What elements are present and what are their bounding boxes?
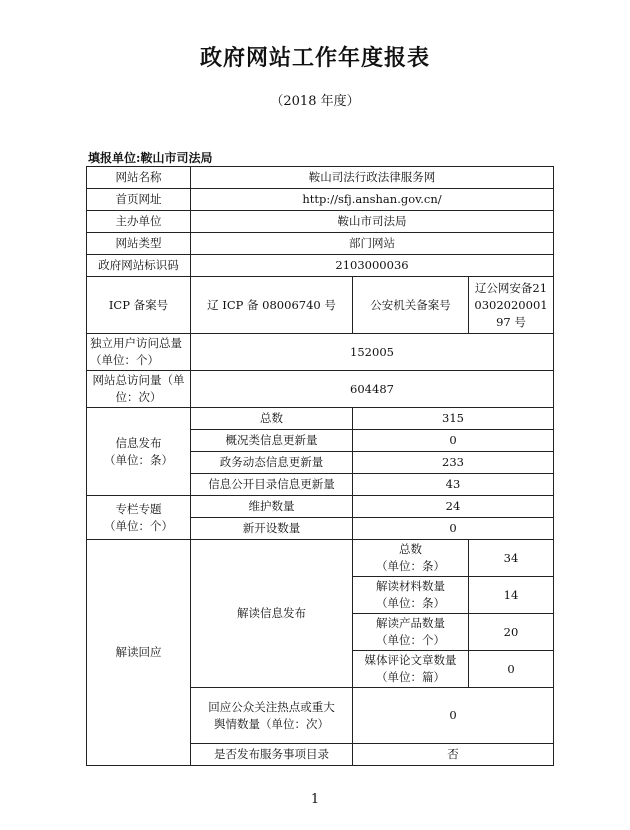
- police-record-value: 辽公网安备21030202000197 号: [469, 277, 554, 334]
- unique-visits-value: 152005: [191, 334, 554, 371]
- interpret-material-value: 14: [469, 577, 554, 614]
- special-new-label: 新开设数量: [191, 518, 353, 540]
- info-publish-label: [87, 408, 191, 496]
- special-title: 专栏专题: [115, 501, 162, 516]
- table-row: [87, 233, 554, 255]
- report-year: （2018 年度）: [270, 94, 360, 109]
- site-name-value: 鞍山司法行政法律服务网: [191, 167, 554, 189]
- info-publish-title: 信息发布: [115, 435, 162, 450]
- interpret-response-value: 0: [353, 688, 554, 744]
- interpret-product-label: [353, 614, 469, 651]
- special-maintain-value: 24: [353, 496, 554, 518]
- info-total-value: 315: [353, 408, 554, 430]
- interpret-material-label: [353, 577, 469, 614]
- icp-value: 辽 ICP 备 08006740 号: [191, 277, 353, 334]
- info-total-label: 总数: [191, 408, 353, 430]
- interpret-total-title: 总数: [399, 542, 422, 556]
- total-visits-value: 604487: [191, 371, 554, 408]
- unique-visits-label: 独立用户访问总量（单位：个）: [87, 334, 191, 371]
- info-publish-unit: （单位：条）: [104, 452, 173, 467]
- site-type-label: 网站类型: [87, 233, 191, 255]
- table-row: [87, 540, 554, 577]
- homepage-value: http://sfj.anshan.gov.cn/: [191, 189, 554, 211]
- interpret-response-label: 回应公众关注热点或重大舆情数量（单位：次）: [191, 688, 353, 744]
- table-row: [87, 189, 554, 211]
- table-row: [87, 408, 554, 430]
- info-affairs-value: 233: [353, 452, 554, 474]
- interpret-product-unit: （单位：个）: [376, 633, 445, 647]
- table-row: [87, 277, 554, 334]
- interpret-total-unit: （单位：条）: [376, 559, 445, 573]
- report-table: [86, 166, 554, 766]
- special-label: [87, 496, 191, 540]
- icp-label: ICP 备案号: [87, 277, 191, 334]
- service-catalog-label: 是否发布服务事项目录: [191, 744, 353, 766]
- interpret-total-value: 34: [469, 540, 554, 577]
- site-code-label: 政府网站标识码: [87, 255, 191, 277]
- service-catalog-value: 否: [353, 744, 554, 766]
- interpret-media-value: 0: [469, 651, 554, 688]
- site-type-value: 部门网站: [191, 233, 554, 255]
- special-new-value: 0: [353, 518, 554, 540]
- table-row: [87, 334, 554, 371]
- info-catalog-value: 43: [353, 474, 554, 496]
- table-row: [87, 371, 554, 408]
- interpret-total-label: [353, 540, 469, 577]
- special-unit: （单位：个）: [104, 518, 173, 533]
- host-label: 主办单位: [87, 211, 191, 233]
- host-value: 鞍山市司法局: [191, 211, 554, 233]
- interpret-publish-label: 解读信息发布: [191, 540, 353, 688]
- site-name-label: 网站名称: [87, 167, 191, 189]
- table-row: [87, 211, 554, 233]
- interpret-media-title: 媒体评论文章数量: [364, 653, 457, 667]
- filler-unit: [88, 149, 212, 166]
- page-title: 政府网站工作年度报表: [199, 45, 430, 71]
- page-number: 1: [310, 792, 320, 807]
- police-record-label: 公安机关备案号: [353, 277, 469, 334]
- interpret-product-value: 20: [469, 614, 554, 651]
- total-visits-label: 网站总访问量（单位：次）: [87, 371, 191, 408]
- interpret-product-title: 解读产品数量: [376, 616, 445, 630]
- interpret-label: 解读回应: [87, 540, 191, 766]
- special-maintain-label: 维护数量: [191, 496, 353, 518]
- info-catalog-label: 信息公开目录信息更新量: [191, 474, 353, 496]
- interpret-media-label: [353, 651, 469, 688]
- info-overview-label: 概况类信息更新量: [191, 430, 353, 452]
- info-affairs-label: 政务动态信息更新量: [191, 452, 353, 474]
- info-overview-value: 0: [353, 430, 554, 452]
- filler-value: 鞍山市司法局: [140, 151, 213, 165]
- homepage-label: 首页网址: [87, 189, 191, 211]
- table-row: [87, 496, 554, 518]
- interpret-media-unit: （单位：篇）: [376, 670, 445, 684]
- table-row: [87, 255, 554, 277]
- interpret-material-title: 解读材料数量: [376, 579, 445, 593]
- interpret-material-unit: （单位：条）: [376, 596, 445, 610]
- filler-label: 填报单位:: [88, 151, 141, 165]
- site-code-value: 2103000036: [191, 255, 554, 277]
- table-row: [87, 167, 554, 189]
